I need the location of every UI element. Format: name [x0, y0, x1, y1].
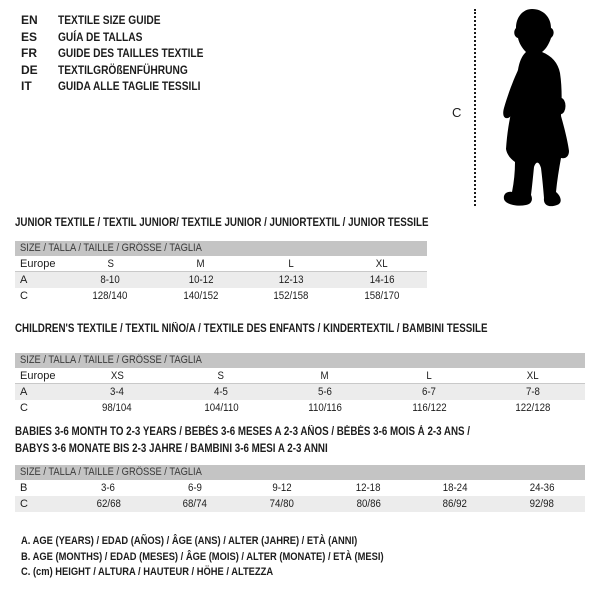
row-cell: [65, 384, 169, 400]
row-cell-text: 5-6: [318, 386, 332, 398]
row-cell: [169, 368, 273, 383]
table-title-line-text: BABIES 3-6 MONTH TO 2-3 YEARS / BEBÉS 3-6 MESES A 2-3 AÑOS / BÉBÉS 3-6 MOIS À 2-3 ANS /: [15, 426, 471, 438]
row-cell-text: 80/86: [356, 498, 381, 510]
row-cell: [65, 496, 152, 512]
row-cell: [65, 288, 156, 304]
footnote-line: [21, 550, 448, 566]
language-row: [21, 62, 229, 79]
row-cell: [412, 496, 499, 512]
row-cell-text: 152/158: [273, 290, 309, 302]
table-header-bar-text: SIZE / TALLA / TAILLE / GRÖSSE / TAGLIA: [20, 242, 202, 254]
row-cell: [65, 256, 156, 271]
row-cell: [156, 272, 247, 288]
size-table-junior: [15, 216, 427, 304]
row-cell: [246, 288, 337, 304]
row-cell-text: 24-36: [529, 482, 555, 494]
row-cell: [273, 384, 377, 400]
row-cell: [377, 384, 481, 400]
table-title-line-text: BABYS 3-6 MONATE BIS 2-3 JAHRE / BAMBINI 3-6 MESI A 2-3 ANNI: [15, 443, 328, 455]
language-row: [21, 45, 229, 62]
row-cell-text: 14-16: [369, 274, 395, 286]
row-cell: [325, 496, 412, 512]
size-table-children: [15, 322, 585, 416]
row-label: A: [20, 386, 28, 398]
row-cell: [273, 400, 377, 416]
row-cell: [498, 496, 585, 512]
row-cell-text: M: [320, 370, 330, 382]
language-code: IT: [21, 79, 32, 93]
row-cell-text: 4-5: [214, 386, 228, 398]
row-cell-text: 74/80: [269, 498, 294, 510]
row-label: B: [20, 482, 28, 494]
language-code: FR: [21, 46, 37, 60]
table-header-bar: [15, 353, 585, 368]
language-code: ES: [21, 29, 38, 44]
height-dimension-label: C: [452, 105, 462, 120]
table-title-line: [15, 441, 585, 458]
table-header-bar: [15, 241, 427, 256]
row-cell-text: 62/68: [96, 498, 121, 510]
row-cell-text: L: [426, 370, 432, 382]
table-row: [15, 256, 427, 272]
table-title-line: [15, 216, 427, 230]
language-label: [58, 62, 211, 79]
row-cell-text: 12-13: [278, 274, 304, 286]
footnotes: [21, 534, 448, 581]
row-label: C: [20, 290, 28, 302]
height-dimension-line: [474, 9, 476, 206]
row-cell-text: 8-10: [100, 274, 120, 286]
row-label: Europe: [20, 258, 56, 270]
row-cell: [238, 480, 325, 496]
table-grid: [15, 465, 585, 512]
row-cell-text: S: [217, 370, 225, 382]
row-label: Europe: [20, 370, 56, 382]
table-row: [15, 368, 585, 384]
table-title-line-text: JUNIOR TEXTILE / TEXTIL JUNIOR/ TEXTILE JUNIOR / JUNIORTEXTIL / JUNIOR TESSILE: [15, 217, 429, 229]
row-cell: [481, 400, 585, 416]
language-label: [58, 45, 229, 62]
row-cell-text: M: [196, 258, 205, 270]
table-title-line-text: CHILDREN'S TEXTILE / TEXTIL NIÑO/A / TEXTILE DES ENFANTS / KINDERTEXTIL / BAMBINI TESSILE: [15, 323, 488, 335]
table-header-bar-text: SIZE / TALLA / TAILLE / GRÖSSE / TAGLIA: [20, 466, 202, 478]
row-cell: [238, 496, 325, 512]
row-cell: [152, 496, 239, 512]
row-cell-text: 122/128: [515, 402, 551, 414]
row-cell-text: 12-18: [355, 482, 381, 494]
language-code: DE: [21, 62, 38, 77]
language-row: [21, 29, 229, 46]
row-cell-text: 6-9: [188, 482, 202, 494]
row-cell: [337, 256, 428, 271]
row-cell-text: 3-4: [110, 386, 124, 398]
row-cell-text: 104/110: [203, 402, 239, 414]
table-row: [15, 288, 427, 304]
footnote-line-text: A. AGE (YEARS) / EDAD (AÑOS) / ÂGE (ANS) / ALTER (JAHRE) / ETÀ (ANNI): [21, 535, 358, 547]
row-cell-text: L: [288, 258, 294, 270]
table-header-bar: [15, 465, 585, 480]
table-row: [15, 272, 427, 288]
row-cell: [325, 480, 412, 496]
language-label: [58, 29, 157, 46]
row-cell: [498, 480, 585, 496]
row-cell: [246, 256, 337, 271]
baby-hand-shape: [557, 98, 566, 114]
row-cell: [65, 480, 152, 496]
row-cell-text: 140/152: [183, 290, 219, 302]
language-label-text: TEXTILE SIZE GUIDE: [58, 13, 161, 27]
language-label-text: GUÍA DE TALLAS: [58, 29, 143, 44]
table-title: [15, 216, 427, 230]
row-cell-text: 92/98: [529, 498, 554, 510]
row-cell-text: S: [107, 258, 114, 270]
language-label-text: GUIDE DES TAILLES TEXTILE: [58, 46, 204, 60]
table-title: [15, 322, 585, 336]
row-cell-text: XL: [527, 370, 539, 382]
row-cell-text: 68/74: [182, 498, 208, 510]
size-table-babies: [15, 424, 585, 512]
row-cell: [246, 272, 337, 288]
language-label-text: TEXTILGRÖßENFÜHRUNG: [58, 62, 188, 77]
footnote-line: [21, 565, 448, 581]
language-label-text: GUIDA ALLE TAGLIE TESSILI: [58, 79, 201, 93]
row-cell-text: 110/116: [308, 402, 342, 414]
row-label: A: [20, 274, 28, 286]
row-cell-text: XL: [375, 258, 388, 270]
row-cell: [169, 384, 273, 400]
row-cell: [152, 480, 239, 496]
row-cell: [169, 400, 273, 416]
row-cell: [65, 400, 169, 416]
language-label: [58, 12, 179, 29]
row-cell-text: 3-6: [101, 482, 116, 494]
row-cell-text: 18-24: [442, 482, 468, 494]
row-cell: [156, 256, 247, 271]
row-cell-text: 7-8: [526, 386, 540, 398]
row-cell-text: 10-12: [188, 274, 214, 286]
table-grid: [15, 241, 427, 304]
footnote-line-text: C. (cm) HEIGHT / ALTURA / HAUTEUR / HÖHE / ALTEZZA: [21, 566, 274, 578]
row-cell: [481, 384, 585, 400]
table-title-line: [15, 322, 585, 336]
language-row: [21, 12, 229, 29]
language-label: [58, 78, 226, 95]
row-cell-text: XS: [110, 370, 124, 382]
row-cell-text: 6-7: [422, 386, 436, 398]
footnote-line-text: B. AGE (MONTHS) / EDAD (MESES) / ÂGE (MOIS) / ALTER (MONATE) / ETÀ (MESI): [21, 550, 384, 563]
table-row: [15, 400, 585, 416]
language-code: EN: [21, 13, 38, 27]
row-cell: [377, 368, 481, 383]
language-list: [21, 12, 229, 95]
row-cell: [65, 272, 156, 288]
table-grid: [15, 353, 585, 416]
table-header-bar-text: SIZE / TALLA / TAILLE / GRÖSSE / TAGLIA: [20, 354, 202, 366]
footnote-line: [21, 534, 448, 550]
table-title-line: [15, 424, 585, 441]
row-cell: [337, 288, 428, 304]
row-label: C: [20, 498, 28, 510]
row-cell: [481, 368, 585, 383]
table-title: [15, 424, 585, 458]
row-cell-text: 9-12: [271, 482, 292, 494]
row-cell: [65, 368, 169, 383]
language-row: [21, 78, 229, 95]
table-row: [15, 480, 585, 496]
row-cell-text: 116/122: [411, 402, 447, 414]
row-cell-text: 86/92: [442, 498, 468, 510]
row-cell: [377, 400, 481, 416]
row-cell-text: 158/170: [364, 290, 400, 302]
baby-silhouette-icon: [499, 6, 575, 208]
row-cell: [337, 272, 428, 288]
table-row: [15, 496, 585, 512]
table-row: [15, 384, 585, 400]
row-cell: [156, 288, 247, 304]
row-cell: [273, 368, 377, 383]
row-cell-text: 98/104: [102, 402, 132, 414]
row-label: C: [20, 402, 28, 414]
row-cell: [412, 480, 499, 496]
row-cell-text: 128/140: [92, 290, 128, 302]
